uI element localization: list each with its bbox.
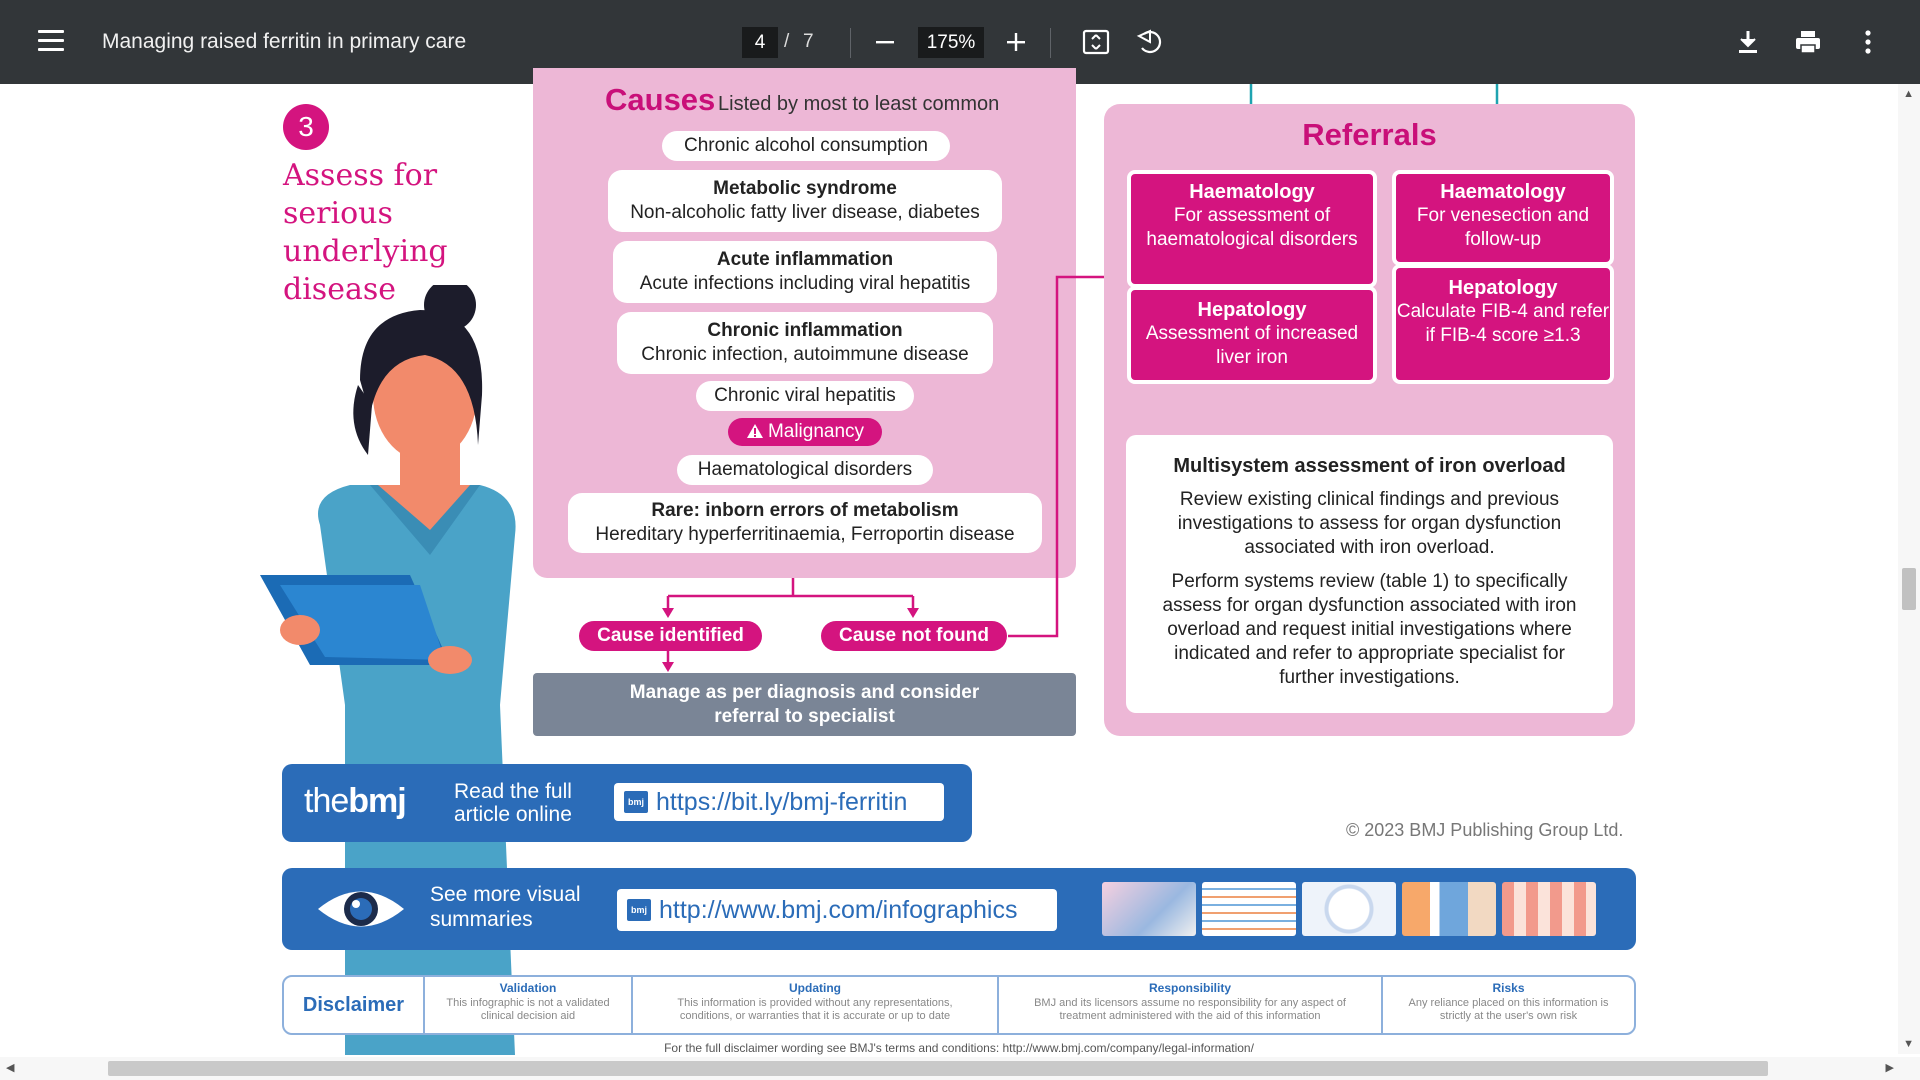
infographic-thumbnail[interactable] (1102, 882, 1196, 936)
bmj-logo: thebmj (304, 782, 406, 820)
cause-not-found-label: Cause not found (821, 621, 1007, 651)
manage-diagnosis-box (533, 673, 1076, 736)
bmj-mini-logo: bmj (627, 899, 651, 921)
scroll-up-arrow[interactable]: ▲ (1903, 88, 1914, 100)
disclaimer-label: Disclaimer (284, 977, 425, 1033)
page-separator: / (784, 31, 790, 52)
infographic-thumbnail[interactable] (1402, 882, 1496, 936)
cause-item: Metabolic syndrome Non-alcoholic fatty liver disease, diabetes (608, 170, 1002, 232)
referral-haematology-assessment: Haematology For assessment of haematological disorders (1127, 170, 1377, 288)
referral-hepatology-fib4: Hepatology Calculate FIB-4 and refer if FIB-4 score ≥1.3 (1392, 264, 1614, 384)
bmj-article-banner (282, 764, 972, 842)
read-article-text: Read the full article online (454, 780, 572, 826)
horizontal-scroll-thumb[interactable] (108, 1061, 1768, 1076)
article-link[interactable]: bmj https://bit.ly/bmj-ferritin (614, 783, 944, 821)
page-number-input[interactable]: 4 (742, 27, 778, 58)
multisystem-paragraph: Perform systems review (table 1) to specifically assess for organ dysfunction associated with iron overload and request initial investigations where indicated and refer to appropriate specialist for further investigations. (1162, 571, 1577, 688)
see-more-text: See more visual summaries (430, 883, 581, 931)
cause-item-malignancy: Malignancy (728, 418, 882, 446)
referral-haematology-venesection: Haematology For venesection and follow-up (1392, 170, 1614, 266)
scroll-down-arrow[interactable]: ▼ (1903, 1038, 1914, 1050)
cause-item: Chronic viral hepatitis (696, 381, 914, 411)
infographic-thumbnail[interactable] (1202, 882, 1296, 936)
causes-heading: Causes (605, 82, 716, 117)
multisystem-title: Multisystem assessment of iron overload (1173, 455, 1566, 477)
disclaimer-bar (282, 975, 1636, 1035)
bmj-mini-logo: bmj (624, 791, 648, 813)
manage-line: Manage as per diagnosis and consider (629, 682, 980, 703)
multisystem-assessment-box (1126, 435, 1613, 713)
referrals-heading: Referrals (1302, 117, 1437, 152)
causes-subheading: Listed by most to least common (718, 93, 1000, 115)
step-title: Assess for serious underlying disease (283, 158, 448, 307)
step-number-badge: 3 (283, 104, 329, 150)
copyright-notice: © 2023 BMJ Publishing Group Ltd. (1346, 820, 1624, 840)
zoom-level-input[interactable]: 175% (918, 27, 984, 58)
vertical-scroll-thumb[interactable] (1902, 568, 1916, 610)
infographic-thumbnail[interactable] (1502, 882, 1596, 936)
cause-identified-label: Cause identified (579, 621, 762, 651)
cause-item: Acute inflammation Acute infections including viral hepatitis (613, 241, 997, 303)
disclaimer-risks: Risks Any reliance placed on this information is strictly at the user's own risk (1408, 981, 1609, 1022)
disclaimer-responsibility: Responsibility BMJ and its licensors assume no responsibility for any aspect of treatment administered with the aid of this information (999, 977, 1383, 1033)
infographic-thumbnail[interactable] (1302, 882, 1396, 936)
scroll-left-arrow[interactable]: ◀ (6, 1062, 15, 1074)
cause-item: Chronic inflammation Chronic infection, autoimmune disease (617, 312, 993, 374)
cause-item: Chronic alcohol consumption (662, 131, 950, 161)
scroll-right-arrow[interactable]: ▶ (1885, 1062, 1894, 1074)
referral-hepatology-assessment: Hepatology Assessment of increased liver iron (1127, 286, 1377, 384)
document-title: Managing raised ferritin in primary care (102, 30, 467, 53)
manage-line: referral to specialist (714, 706, 895, 727)
disclaimer-updating: Updating This information is provided without any representations, conditions, or warranties that it is accurate or up to date (633, 977, 999, 1033)
cause-item: Haematological disorders (677, 455, 933, 485)
multisystem-paragraph: Review existing clinical findings and previous investigations to assess for organ dysfunction associated with iron overload. (1177, 489, 1562, 558)
infographics-link[interactable]: bmj http://www.bmj.com/infographics (617, 889, 1057, 931)
cause-item: Rare: inborn errors of metabolism Hereditary hyperferritinaemia, Ferroportin disease (568, 493, 1042, 553)
disclaimer-footer: For the full disclaimer wording see BMJ's terms and conditions: http://www.bmj.com/company/legal-information/ (664, 1041, 1254, 1055)
visual-summaries-banner (282, 868, 1636, 950)
eye-icon (316, 884, 406, 934)
page-total: 7 (803, 31, 814, 52)
disclaimer-validation: Validation This infographic is not a validated clinical decision aid (425, 977, 633, 1033)
